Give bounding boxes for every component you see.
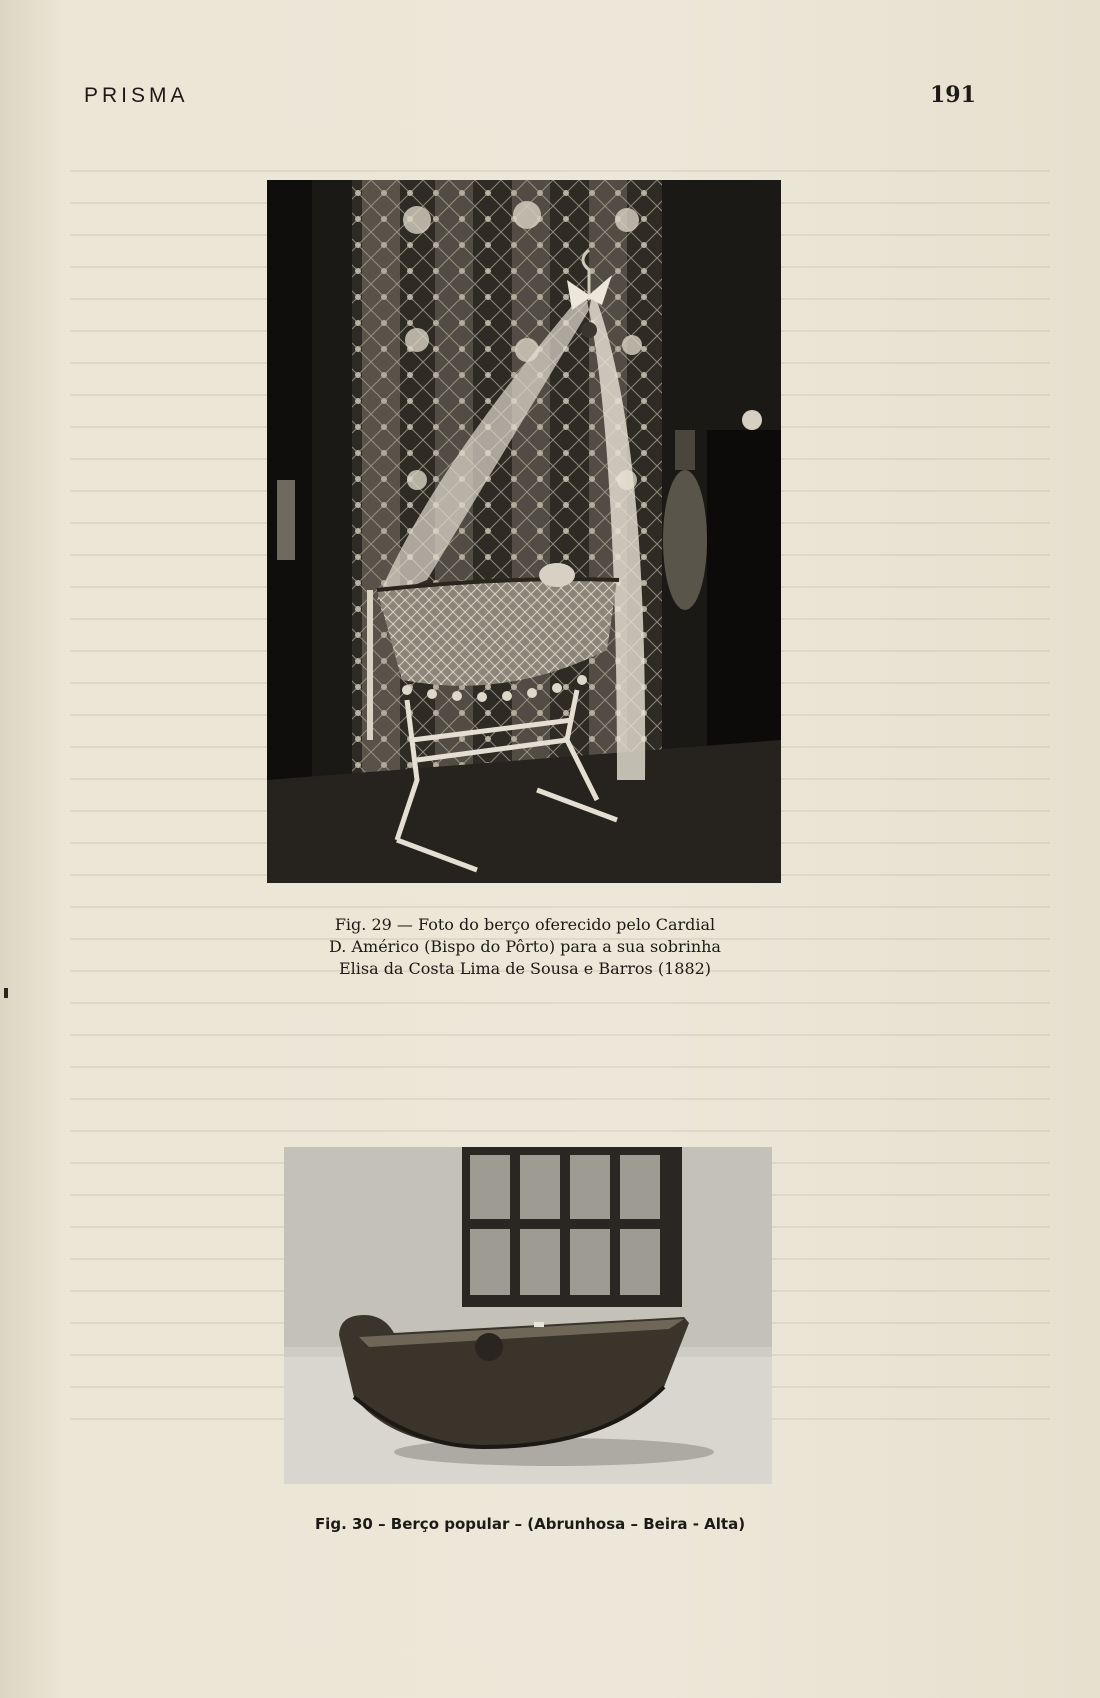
caption-line: Elisa da Costa Lima de Sousa e Barros (1882) <box>338 959 712 978</box>
rocking-cradle-illustration <box>284 1147 772 1484</box>
figure-29-caption <box>270 914 780 980</box>
figure-30-caption: Fig. 30 – Berço popular – (Abrunhosa – Beira - Alta) <box>314 1515 746 1533</box>
caption-line: Fig. 29 — Foto do berço oferecido pelo Cardial <box>334 915 716 934</box>
cradle-photo-illustration <box>267 180 781 883</box>
margin-mark <box>4 988 8 998</box>
caption-line: D. Américo (Bispo do Pôrto) para a sua sobrinha <box>329 937 721 956</box>
page-number: 191 <box>930 82 976 108</box>
running-head: PRISMA <box>84 84 189 107</box>
figure-30-photo <box>284 1147 772 1484</box>
figure-29-photo <box>267 180 781 883</box>
